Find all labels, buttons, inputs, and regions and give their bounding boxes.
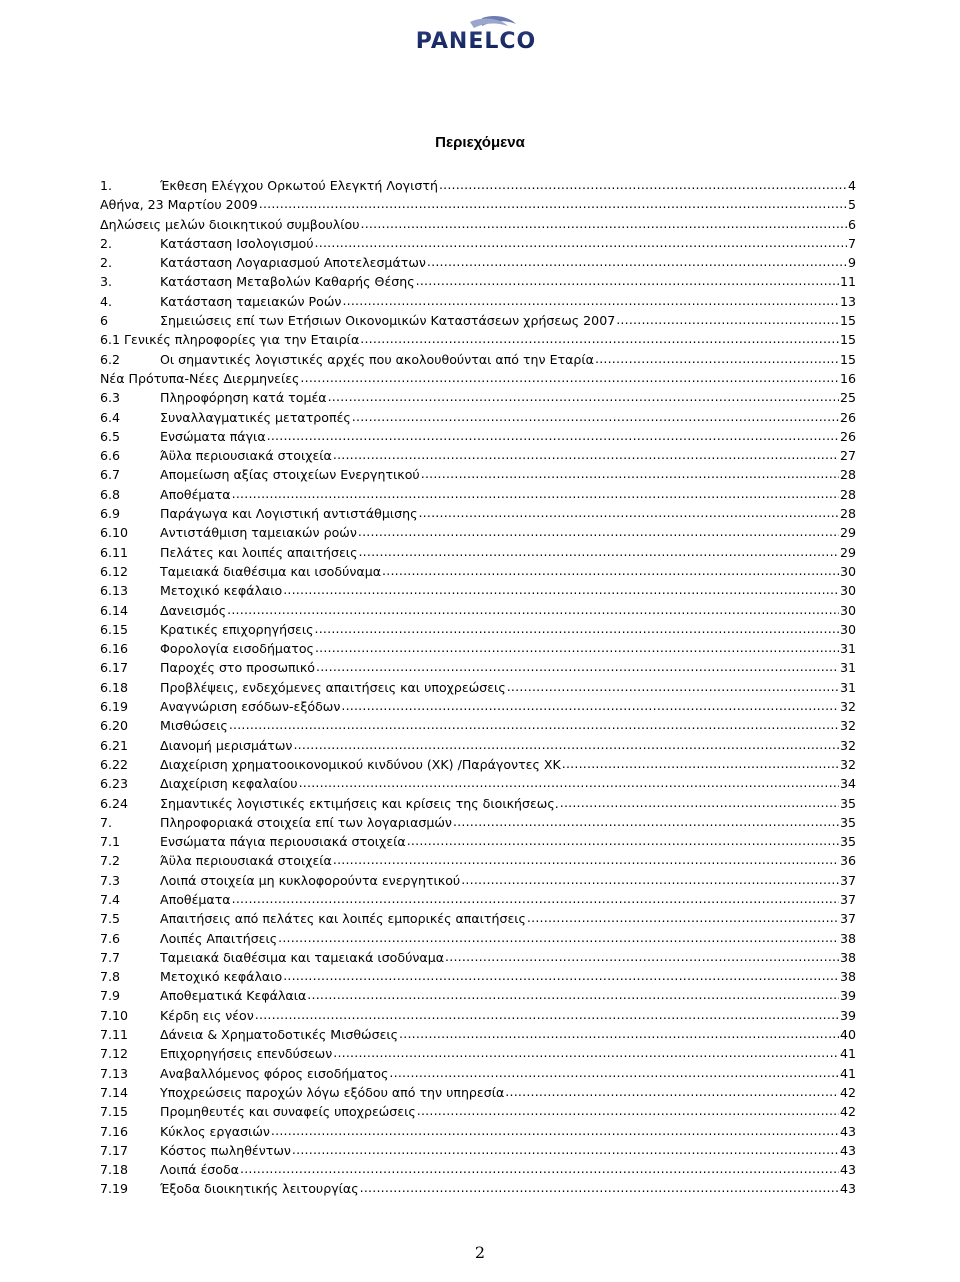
toc-dot-leader bbox=[232, 487, 839, 499]
toc-entry-page: 26 bbox=[839, 428, 856, 444]
toc-dot-leader bbox=[445, 950, 839, 962]
toc-entry[interactable] bbox=[100, 716, 856, 735]
toc-dot-leader bbox=[427, 255, 847, 267]
toc-entry-title: Διαχείριση κεφαλαίου bbox=[160, 776, 298, 792]
toc-entry[interactable] bbox=[100, 658, 856, 677]
toc-entry-page: 25 bbox=[839, 390, 856, 406]
toc-entry-title: Άϋλα περιουσιακά στοιχεία bbox=[160, 853, 332, 869]
toc-entry[interactable] bbox=[100, 1179, 856, 1198]
toc-entry-title: Λοιπά στοιχεία μη κυκλοφορούντα ενεργητικού bbox=[160, 872, 461, 888]
toc-dot-leader bbox=[292, 1143, 839, 1155]
toc-entry-title: Κόστος πωληθέντων bbox=[160, 1142, 291, 1158]
toc-entry-page: 29 bbox=[839, 544, 856, 560]
toc-entry[interactable] bbox=[100, 890, 856, 909]
toc-entry[interactable] bbox=[100, 350, 856, 369]
toc-entry-title: Αντιστάθμιση ταμειακών ροών bbox=[160, 525, 357, 541]
toc-entry-page: 42 bbox=[839, 1084, 856, 1100]
toc-entry-number: 6.5 bbox=[100, 428, 121, 444]
toc-entry-title: Απομείωση αξίας στοιχείων Ενεργητικού bbox=[160, 467, 420, 483]
toc-entry-page: 5 bbox=[847, 197, 856, 213]
toc-entry[interactable] bbox=[100, 581, 856, 600]
toc-entry-title: Μετοχικό κεφάλαιο bbox=[160, 583, 283, 599]
toc-dot-leader bbox=[259, 197, 847, 209]
toc-entry-page: 32 bbox=[839, 718, 856, 734]
toc-entry-number: 7.7 bbox=[100, 949, 121, 965]
toc-entry-number: 7.4 bbox=[100, 891, 121, 907]
toc-entry-page: 32 bbox=[839, 737, 856, 753]
toc-entry-number: 6.19 bbox=[100, 699, 129, 715]
toc-dot-leader bbox=[278, 931, 839, 943]
toc-entry-title: Δηλώσεις μελών διοικητικού συμβουλίου bbox=[100, 216, 360, 232]
toc-dot-leader bbox=[527, 911, 839, 923]
toc-entry-page: 42 bbox=[839, 1104, 856, 1120]
toc-entry-number: 6.12 bbox=[100, 563, 129, 579]
toc-entry-title: Ταμειακά διαθέσιμα και ταμειακά ισοδύναμα bbox=[160, 949, 445, 965]
toc-entry-page: 43 bbox=[839, 1181, 856, 1197]
toc-entry-title: Δανεισμός bbox=[160, 602, 227, 618]
page-number: 2 bbox=[474, 1243, 486, 1262]
toc-dot-leader bbox=[360, 332, 839, 344]
toc-entry-title: Προμηθευτές και συναφείς υποχρεώσεις bbox=[160, 1104, 416, 1120]
toc-entry-page: 32 bbox=[839, 756, 856, 772]
toc-entry-title: Παροχές στο προσωπικό bbox=[160, 660, 315, 676]
toc-entry-title: Ενσώματα πάγια bbox=[160, 428, 266, 444]
toc-dot-leader bbox=[300, 371, 839, 383]
toc-entry[interactable] bbox=[100, 369, 856, 388]
logo-graphic bbox=[370, 14, 582, 60]
toc-dot-leader bbox=[389, 1066, 839, 1078]
toc-entry-title: Αποθεματικά Κεφάλαια bbox=[160, 988, 307, 1004]
toc-entry[interactable] bbox=[100, 601, 856, 620]
toc-entry-page: 27 bbox=[839, 448, 856, 464]
toc-entry-page: 39 bbox=[839, 988, 856, 1004]
toc-dot-leader bbox=[417, 1104, 839, 1116]
toc-dot-leader bbox=[562, 757, 839, 769]
toc-entry[interactable] bbox=[100, 543, 856, 562]
toc-dot-leader bbox=[341, 699, 839, 711]
toc-dot-leader bbox=[399, 1027, 839, 1039]
toc-dot-leader bbox=[227, 603, 839, 615]
toc-entry-page: 34 bbox=[839, 776, 856, 792]
toc-entry[interactable] bbox=[100, 620, 856, 639]
toc-entry-page: 43 bbox=[839, 1142, 856, 1158]
toc-entry-title: Ταμειακά διαθέσιμα και ισοδύναμα bbox=[160, 563, 382, 579]
toc-entry-page: 31 bbox=[839, 679, 856, 695]
toc-dot-leader bbox=[271, 1124, 839, 1136]
toc-entry-number: 6.14 bbox=[100, 602, 129, 618]
toc-entry-title: Κατάσταση Μεταβολών Καθαρής Θέσης bbox=[160, 274, 415, 290]
toc-entry-page: 41 bbox=[839, 1046, 856, 1062]
toc-entry-number: 7. bbox=[100, 814, 113, 830]
toc-entry-number: 6.4 bbox=[100, 409, 121, 425]
toc-entry-page: 32 bbox=[839, 699, 856, 715]
toc-dot-leader bbox=[407, 834, 839, 846]
toc-entry-number: 6.6 bbox=[100, 448, 121, 464]
toc-entry[interactable] bbox=[100, 813, 856, 832]
toc-entry-title: Απαιτήσεις από πελάτες και λοιπές εμπορικές απαιτήσεις bbox=[160, 911, 526, 927]
toc-entry-title: Λοιπές Απαιτήσεις bbox=[160, 930, 278, 946]
toc-entry-number: 7.2 bbox=[100, 853, 121, 869]
toc-entry-number: 7.14 bbox=[100, 1084, 129, 1100]
toc-entry-title: Κύκλος εργασιών bbox=[160, 1123, 270, 1139]
toc-entry[interactable] bbox=[100, 465, 856, 484]
toc-entry-page: 43 bbox=[839, 1123, 856, 1139]
toc-entry[interactable] bbox=[100, 986, 856, 1005]
toc-entry-page: 37 bbox=[839, 891, 856, 907]
toc-entry-title: Συναλλαγματικές μετατροπές bbox=[160, 409, 351, 425]
toc-dot-leader bbox=[595, 352, 839, 364]
toc-entry-page: 16 bbox=[839, 370, 856, 386]
toc-entry-title: Άϋλα περιουσιακά στοιχεία bbox=[160, 448, 332, 464]
table-of-contents bbox=[100, 176, 856, 1199]
toc-entry[interactable] bbox=[100, 408, 856, 427]
toc-dot-leader bbox=[328, 390, 839, 402]
toc-entry-page: 35 bbox=[839, 834, 856, 850]
toc-entry-number: 7.10 bbox=[100, 1007, 129, 1023]
toc-entry[interactable] bbox=[100, 871, 856, 890]
panelco-logo bbox=[370, 14, 582, 60]
toc-dot-leader bbox=[299, 776, 839, 788]
toc-dot-leader bbox=[267, 429, 839, 441]
toc-dot-leader bbox=[461, 873, 839, 885]
toc-entry-title: Κέρδη εις νέον bbox=[160, 1007, 254, 1023]
toc-entry-number: 7.1 bbox=[100, 834, 121, 850]
toc-dot-leader bbox=[240, 1162, 839, 1174]
toc-entry-page: 30 bbox=[839, 583, 856, 599]
toc-entry-page: 31 bbox=[839, 660, 856, 676]
toc-dot-leader bbox=[333, 1046, 839, 1058]
toc-entry-number: 7.16 bbox=[100, 1123, 129, 1139]
toc-entry[interactable] bbox=[100, 678, 856, 697]
toc-entry-number: 6.21 bbox=[100, 737, 129, 753]
toc-entry[interactable] bbox=[100, 1122, 856, 1141]
toc-entry[interactable] bbox=[100, 929, 856, 948]
toc-entry-number: 6.23 bbox=[100, 776, 129, 792]
toc-entry-page: 30 bbox=[839, 621, 856, 637]
toc-dot-leader bbox=[315, 622, 839, 634]
toc-entry-title: Λοιπά έσοδα bbox=[160, 1162, 239, 1178]
toc-entry-number: 7.8 bbox=[100, 969, 121, 985]
toc-entry-title: Κατάσταση Ισολογισμού bbox=[160, 235, 314, 251]
toc-entry-number: 6.15 bbox=[100, 621, 129, 637]
toc-entry-number: 6.24 bbox=[100, 795, 129, 811]
toc-entry-title: Κατάσταση ταμειακών Ροών bbox=[160, 293, 342, 309]
toc-entry[interactable] bbox=[100, 851, 856, 870]
toc-entry[interactable] bbox=[100, 1160, 856, 1179]
toc-entry-number: 2. bbox=[100, 255, 113, 271]
toc-dot-leader bbox=[418, 506, 839, 518]
toc-entry-page: 37 bbox=[839, 911, 856, 927]
toc-entry[interactable] bbox=[100, 234, 856, 253]
toc-entry-number: 7.3 bbox=[100, 872, 121, 888]
toc-entry-title: Επιχορηγήσεις επενδύσεων bbox=[160, 1046, 333, 1062]
toc-entry[interactable] bbox=[100, 562, 856, 581]
toc-entry-number: 2. bbox=[100, 235, 113, 251]
toc-entry-number: 6.18 bbox=[100, 679, 129, 695]
toc-entry-title: Αθήνα, 23 Μαρτίου 2009 bbox=[100, 197, 258, 213]
toc-entry[interactable] bbox=[100, 446, 856, 465]
toc-entry-page: 4 bbox=[847, 178, 856, 193]
toc-entry-title: Μετοχικό κεφάλαιο bbox=[160, 969, 283, 985]
toc-entry-page: 15 bbox=[839, 313, 856, 329]
toc-entry[interactable] bbox=[100, 774, 856, 793]
toc-entry-number: 7.11 bbox=[100, 1027, 129, 1043]
toc-entry[interactable] bbox=[100, 1044, 856, 1063]
toc-entry-page: 43 bbox=[839, 1162, 856, 1178]
toc-dot-leader bbox=[507, 680, 839, 692]
toc-dot-leader bbox=[505, 1085, 839, 1097]
toc-entry-page: 31 bbox=[839, 641, 856, 657]
toc-entry-page: 29 bbox=[839, 525, 856, 541]
toc-entry-title: Έκθεση Ελέγχου Ορκωτού Ελεγκτή Λογιστή bbox=[160, 178, 438, 193]
toc-entry[interactable] bbox=[100, 523, 856, 542]
toc-entry-number: 7.6 bbox=[100, 930, 121, 946]
toc-entry[interactable] bbox=[100, 195, 856, 214]
toc-entry-title: Αποθέματα bbox=[160, 486, 231, 502]
toc-dot-leader bbox=[352, 410, 839, 422]
toc-entry-title: Φορολογία εισοδήματος bbox=[160, 641, 314, 657]
toc-dot-leader bbox=[315, 236, 847, 248]
toc-entry-page: 28 bbox=[839, 506, 856, 522]
logo-wordmark: PANELCO bbox=[415, 29, 537, 54]
toc-entry-number: 3. bbox=[100, 274, 113, 290]
toc-entry-page: 41 bbox=[839, 1065, 856, 1081]
toc-entry-number: 6.20 bbox=[100, 718, 129, 734]
toc-entry-number: 6.22 bbox=[100, 756, 129, 772]
toc-entry-title: Νέα Πρότυπα-Νέες Διερμηνείες bbox=[100, 370, 300, 386]
toc-entry-page: 38 bbox=[839, 969, 856, 985]
toc-entry-number: 7.5 bbox=[100, 911, 121, 927]
toc-dot-leader bbox=[232, 892, 839, 904]
toc-entry-title: Έξοδα διοικητικής λειτουργίας bbox=[160, 1181, 359, 1197]
toc-entry[interactable] bbox=[100, 427, 856, 446]
toc-entry-page: 40 bbox=[839, 1027, 856, 1043]
toc-entry-number: 6.3 bbox=[100, 390, 121, 406]
toc-entry-title: Υποχρεώσεις παροχών λόγω εξόδου από την υπηρεσία bbox=[160, 1084, 505, 1100]
toc-entry[interactable] bbox=[100, 1025, 856, 1044]
toc-dot-leader bbox=[315, 641, 839, 653]
toc-entry-title: Κατάσταση Λογαριασμού Αποτελεσμάτων bbox=[160, 255, 426, 271]
toc-entry[interactable] bbox=[100, 485, 856, 504]
toc-entry-number: 6.11 bbox=[100, 544, 129, 560]
toc-entry-page: 38 bbox=[839, 949, 856, 965]
toc-entry-title: Πληροφοριακά στοιχεία επί των λογαριασμών bbox=[160, 814, 452, 830]
toc-entry-number: 7.17 bbox=[100, 1142, 129, 1158]
toc-entry-page: 6 bbox=[847, 216, 856, 232]
toc-dot-leader bbox=[283, 969, 839, 981]
toc-entry-title: Αναβαλλόμενος φόρος εισοδήματος bbox=[160, 1065, 389, 1081]
toc-entry-page: 9 bbox=[847, 255, 856, 271]
toc-dot-leader bbox=[283, 583, 839, 595]
toc-entry[interactable] bbox=[100, 215, 856, 234]
toc-entry[interactable] bbox=[100, 330, 856, 349]
toc-entry-number: 4. bbox=[100, 293, 113, 309]
toc-dot-leader bbox=[416, 274, 839, 286]
toc-entry-title: Δάνεια & Χρηματοδοτικές Μισθώσεις bbox=[160, 1027, 399, 1043]
toc-entry-number: 6 bbox=[100, 313, 109, 329]
toc-entry[interactable] bbox=[100, 1141, 856, 1160]
toc-entry-page: 37 bbox=[839, 872, 856, 888]
toc-entry-page: 35 bbox=[839, 795, 856, 811]
toc-dot-leader bbox=[358, 525, 839, 537]
toc-entry-number: 6.13 bbox=[100, 583, 129, 599]
toc-entry-page: 30 bbox=[839, 602, 856, 618]
toc-entry-title: Αναγνώριση εσόδων-εξόδων bbox=[160, 699, 341, 715]
toc-entry[interactable] bbox=[100, 1083, 856, 1102]
toc-dot-leader bbox=[560, 796, 839, 808]
toc-entry-number: 6.10 bbox=[100, 525, 129, 541]
toc-entry-title: Πελάτες και λοιπές απαιτήσεις bbox=[160, 544, 358, 560]
page-title: Περιεχόμενα bbox=[435, 134, 525, 151]
toc-entry-number: 6.2 bbox=[100, 351, 121, 367]
toc-entry[interactable] bbox=[100, 388, 856, 407]
toc-entry-page: 30 bbox=[839, 563, 856, 579]
toc-entry[interactable] bbox=[100, 1064, 856, 1083]
toc-dot-leader bbox=[382, 564, 839, 576]
toc-dot-leader bbox=[439, 178, 847, 190]
toc-dot-leader bbox=[293, 738, 839, 750]
toc-entry[interactable] bbox=[100, 755, 856, 774]
toc-dot-leader bbox=[358, 545, 839, 557]
toc-dot-leader bbox=[453, 815, 839, 827]
toc-entry[interactable] bbox=[100, 1006, 856, 1025]
toc-entry-page: 35 bbox=[839, 814, 856, 830]
toc-entry-title: Ενσώματα πάγια περιουσιακά στοιχεία bbox=[160, 834, 406, 850]
toc-dot-leader bbox=[229, 718, 839, 730]
toc-entry-page: 26 bbox=[839, 409, 856, 425]
toc-dot-leader bbox=[316, 660, 839, 672]
toc-entry-title: Αποθέματα bbox=[160, 891, 231, 907]
toc-entry[interactable] bbox=[100, 832, 856, 851]
toc-entry-number: 6.17 bbox=[100, 660, 129, 676]
toc-entry-title: Μισθώσεις bbox=[160, 718, 228, 734]
toc-entry-number: 6.7 bbox=[100, 467, 121, 483]
toc-entry-title: Σημειώσεις επί των Ετήσιων Οικονομικών Καταστάσεων χρήσεως 2007 bbox=[160, 313, 616, 329]
toc-entry[interactable] bbox=[100, 311, 856, 330]
toc-entry-number: 7.19 bbox=[100, 1181, 129, 1197]
toc-entry-page: 38 bbox=[839, 930, 856, 946]
toc-dot-leader bbox=[255, 1008, 839, 1020]
toc-entry-page: 11 bbox=[839, 274, 856, 290]
toc-entry-title: Κρατικές επιχορηγήσεις bbox=[160, 621, 314, 637]
toc-entry-number: 6.8 bbox=[100, 486, 121, 502]
toc-entry[interactable] bbox=[100, 639, 856, 658]
toc-entry-number: 7.18 bbox=[100, 1162, 129, 1178]
toc-entry[interactable] bbox=[100, 253, 856, 272]
toc-entry-number: 6.16 bbox=[100, 641, 129, 657]
toc-entry-page: 28 bbox=[839, 486, 856, 502]
toc-dot-leader bbox=[333, 853, 839, 865]
toc-entry[interactable] bbox=[100, 697, 856, 716]
toc-dot-leader bbox=[360, 1181, 839, 1193]
toc-entry[interactable] bbox=[100, 272, 856, 291]
toc-entry[interactable] bbox=[100, 909, 856, 928]
toc-dot-leader bbox=[342, 294, 839, 306]
toc-entry-page: 39 bbox=[839, 1007, 856, 1023]
toc-entry-number: 7.13 bbox=[100, 1065, 129, 1081]
toc-entry-page: 7 bbox=[847, 235, 856, 251]
toc-entry-number: 7.9 bbox=[100, 988, 121, 1004]
toc-entry[interactable] bbox=[100, 967, 856, 986]
toc-entry-title: Παράγωγα και Λογιστική αντιστάθμισης bbox=[160, 506, 418, 522]
toc-entry[interactable] bbox=[100, 1102, 856, 1121]
toc-dot-leader bbox=[421, 467, 839, 479]
toc-dot-leader bbox=[361, 217, 847, 229]
toc-entry-page: 13 bbox=[839, 293, 856, 309]
toc-entry-number: 1. bbox=[100, 178, 113, 193]
toc-entry-page: 15 bbox=[839, 332, 856, 348]
toc-entry-number: 7.12 bbox=[100, 1046, 129, 1062]
toc-entry[interactable] bbox=[100, 794, 856, 813]
toc-entry[interactable] bbox=[100, 948, 856, 967]
toc-entry-page: 28 bbox=[839, 467, 856, 483]
toc-entry-title: 6.1 Γενικές πληροφορίες για την Εταιρία bbox=[100, 332, 360, 348]
toc-entry-title: Σημαντικές λογιστικές εκτιμήσεις και κρίσεις της διοικήσεως. bbox=[160, 795, 559, 811]
toc-entry[interactable] bbox=[100, 736, 856, 755]
toc-entry-title: Οι σημαντικές λογιστικές αρχές που ακολουθούνται από την Εταρία bbox=[160, 351, 594, 367]
toc-entry[interactable] bbox=[100, 292, 856, 311]
toc-entry-title: Προβλέψεις, ενδεχόμενες απαιτήσεις και υποχρεώσεις bbox=[160, 679, 506, 695]
toc-entry-page: 15 bbox=[839, 351, 856, 367]
toc-dot-leader bbox=[307, 988, 839, 1000]
toc-entry-number: 7.15 bbox=[100, 1104, 129, 1120]
toc-entry[interactable] bbox=[100, 504, 856, 523]
toc-entry-number: 6.9 bbox=[100, 506, 121, 522]
toc-entry-title: Διανομή μερισμάτων bbox=[160, 737, 293, 753]
toc-entry[interactable] bbox=[100, 176, 856, 195]
toc-dot-leader bbox=[333, 448, 839, 460]
toc-dot-leader bbox=[616, 313, 839, 325]
toc-entry-title: Διαχείριση χρηματοοικονομικού κινδύνου (ΧΚ) /Παράγοντες ΧΚ bbox=[160, 756, 561, 772]
toc-entry-title: Πληροφόρηση κατά τομέα bbox=[160, 390, 327, 406]
toc-entry-page: 36 bbox=[839, 853, 856, 869]
